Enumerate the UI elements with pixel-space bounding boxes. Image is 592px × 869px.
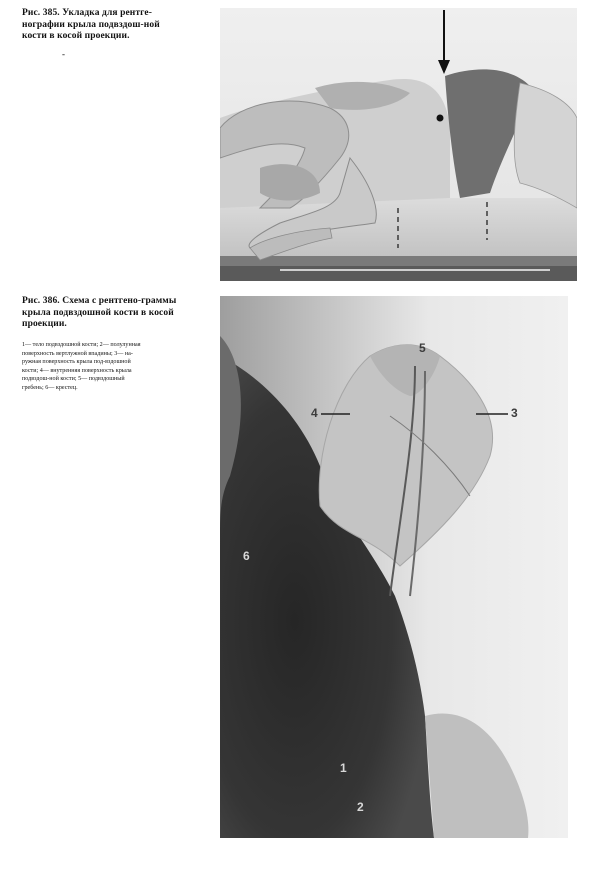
- label-6-sacrum: 6: [243, 549, 250, 563]
- figure-386-legend: 1— тело подвздошной кости; 2— полулунная поверхность вертлужной впадины; 3— на-ружная поверхность крыла под-вздошной кости; 4— внутренняя поверхность крыла подвздош-ной кости; 5— подвздошный гребень; 6— крестец.: [22, 342, 141, 391]
- label-3-outer-surface: 3: [511, 406, 518, 420]
- caption-dash-mark: -: [62, 49, 65, 59]
- label-4-inner-surface: 4: [311, 406, 318, 420]
- figure-385-caption: Рис. 385. Укладка для рентге-нографии крыла подвздош-ной кости в косой проекции.: [22, 8, 160, 41]
- label-5-iliac-crest: 5: [419, 341, 426, 355]
- label-1-body: 1: [340, 761, 347, 775]
- label-2-lunate-surface: 2: [357, 800, 364, 814]
- figure-386-caption: Рис. 386. Схема с рентгено-граммы крыла подвздошной кости в косой проекции.: [22, 296, 177, 329]
- figure-385-photo: [220, 8, 577, 281]
- figure-386-radiograph: [220, 296, 568, 838]
